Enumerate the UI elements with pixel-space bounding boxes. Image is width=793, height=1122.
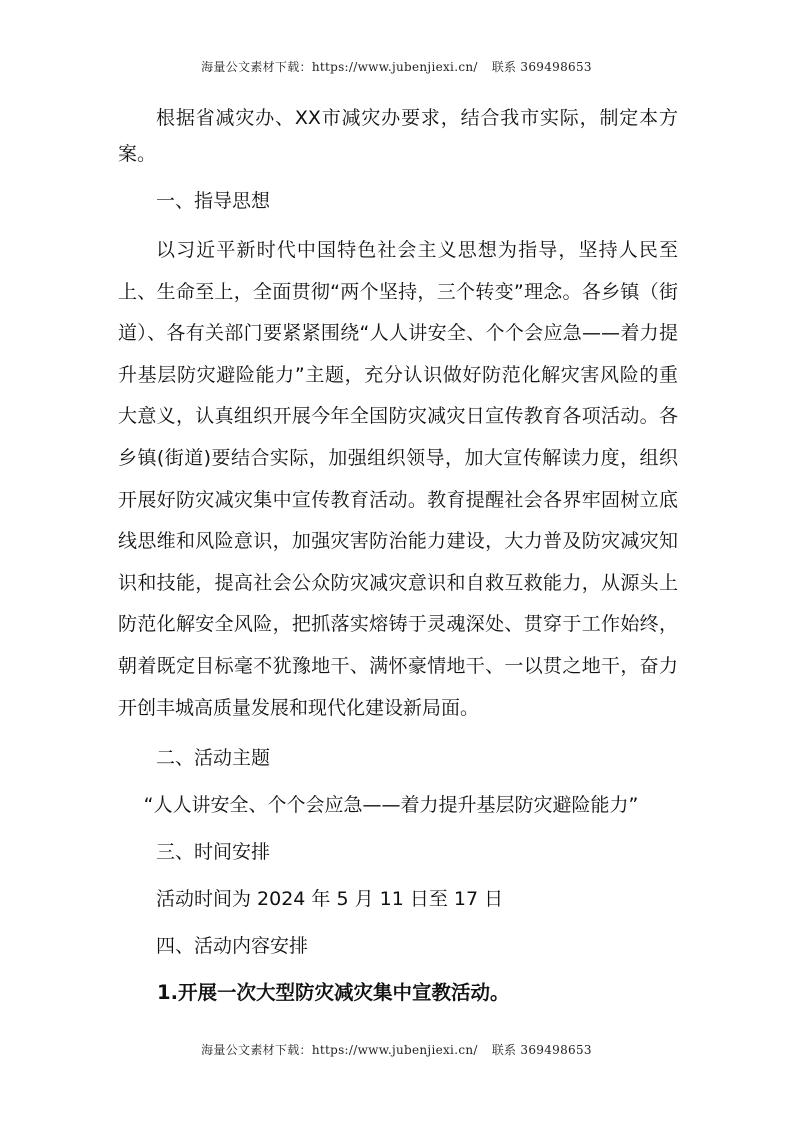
activity-item-1: 1.开展一次大型防灾减灾集中宣教活动。: [157, 981, 510, 1005]
section-heading-schedule: 三、时间安排: [156, 841, 271, 864]
document-body: [118, 100, 678, 1022]
header-download-label: 海量公文素材下载：https://www.jubenjiexi.cn/: [201, 60, 478, 74]
page-header: [0, 58, 793, 75]
header-contact: 联系 369498653: [491, 60, 592, 74]
section-heading-guiding-thought: 一、指导思想: [156, 190, 271, 212]
schedule-text: 活动时间为 2024 年 5 月 11 日至 17 日: [156, 888, 504, 911]
footer-contact: 联系 369498653: [491, 1043, 592, 1057]
page-footer: [0, 1041, 793, 1058]
footer-download-label: 海量公文素材下载：https://www.jubenjiexi.cn/: [201, 1043, 478, 1057]
section-heading-activity-content: 四、活动内容安排: [156, 935, 309, 958]
guiding-thought-paragraph: 以习近平新时代中国特色社会主义思想为指导，坚持人民至上、生命至上，全面贯彻“两个坚持，三个转变”理念。各乡镇（街道）、各有关部门要紧紧围绕“人人讲安全、个个会应急——着力提升基层防灾避险能力”主题，充分认识做好防范化解灾害风险的重大意义，认真组织开展今年全国防灾减灾日宣传教育各项活动。各乡镇(街道)要结合实际，加强组织领导，加大宣传解读力度，组织开展好防灾减灾集中宣传教育活动。教育提醒社会各界牢固树立底线思维和风险意识，加强灾害防治能力建设，大力普及防灾减灾知识和技能，提高社会公众防灾减灾意识和自救互救能力，从源头上防范化解安全风险，把抓落实熔铸于灵魂深处、贯穿于工作始终，朝着既定目标毫不犹豫地干、满怀豪情地干、一以贯之地干，奋力开创丰城高质量发展和现代化建设新局面。: [118, 239, 678, 719]
section-heading-activity-theme: 二、活动主题: [156, 747, 271, 770]
intro-paragraph: 根据省减灾办、XX市减灾办要求，结合我市实际，制定本方案。: [118, 107, 678, 165]
activity-theme-text: “人人讲安全、个个会应急——着力提升基层防灾避险能力”: [143, 794, 639, 817]
